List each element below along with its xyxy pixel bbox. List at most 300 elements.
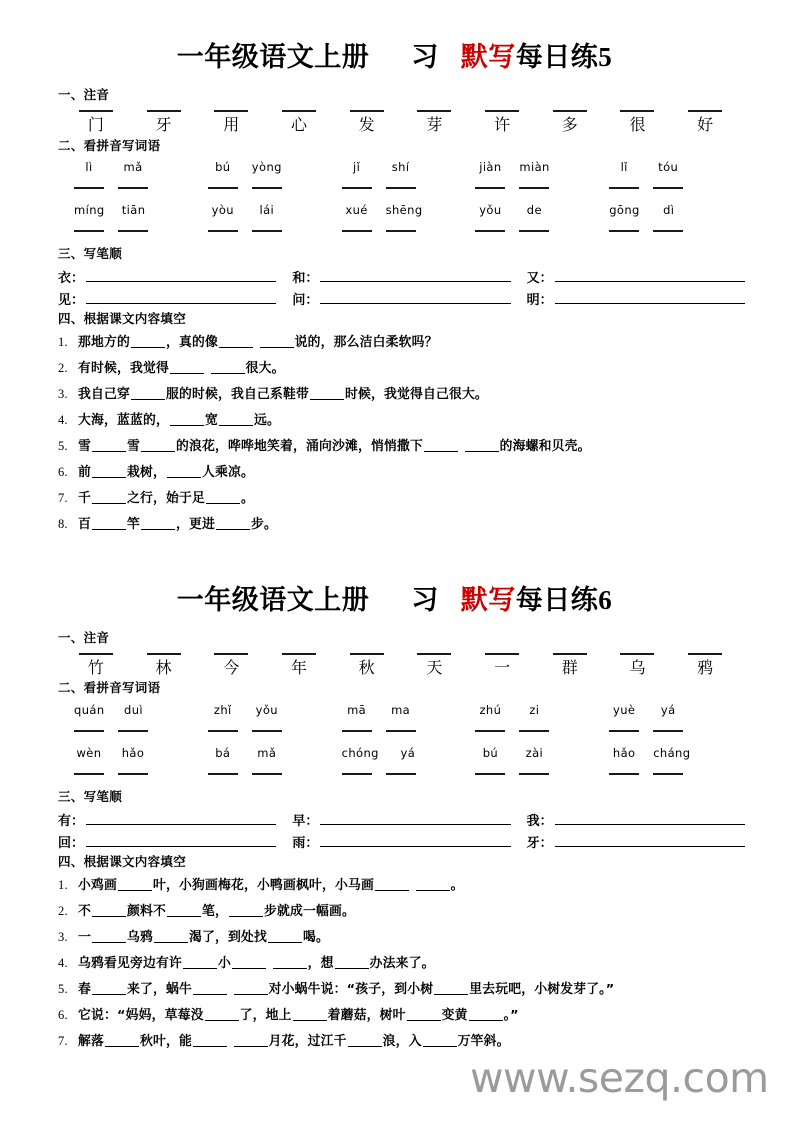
answer-blank[interactable]: [252, 230, 282, 232]
pinyin-write-line[interactable]: [350, 653, 384, 655]
item-number: 2.: [58, 903, 68, 918]
stroke-answer-line[interactable]: [320, 281, 510, 282]
answer-blank[interactable]: [386, 730, 416, 732]
answer-blank[interactable]: [252, 187, 282, 189]
answer-blank[interactable]: [653, 773, 683, 775]
answer-blank[interactable]: [105, 1034, 139, 1047]
stroke-char-label: 早：: [292, 814, 319, 830]
answer-blank[interactable]: [219, 335, 253, 348]
answer-blank[interactable]: [167, 465, 201, 478]
fill-blank-item: [58, 486, 745, 512]
answer-blank[interactable]: [609, 730, 639, 732]
answer-blank[interactable]: [170, 361, 204, 374]
text-fragment: 说的，那么洁白柔软吗？: [294, 335, 438, 351]
title-xi: 习: [411, 42, 439, 73]
answer-blank[interactable]: [424, 439, 458, 452]
zhuyin-cell[interactable]: [468, 110, 536, 134]
zhuyin-cell[interactable]: [604, 110, 672, 134]
stroke-order-item[interactable]: [527, 810, 745, 829]
text-fragment: 小鸡画: [78, 877, 117, 893]
pinyin-write-line[interactable]: [620, 653, 654, 655]
zhuyin-cell[interactable]: [62, 110, 130, 134]
answer-blank-group: [202, 187, 336, 189]
answer-blank[interactable]: [141, 439, 175, 452]
item-number: 7.: [58, 490, 68, 505]
pinyin-syllable: míng: [74, 203, 105, 218]
answer-blank[interactable]: [260, 335, 294, 348]
answer-blank-group: [603, 230, 737, 232]
fill-blank-item: [58, 356, 745, 382]
fill-blank-item: [58, 434, 745, 460]
answer-blank[interactable]: [268, 930, 302, 943]
pinyin-syllable: yòng: [251, 160, 282, 175]
zhuyin-cell[interactable]: [536, 110, 604, 134]
stroke-order-item[interactable]: [292, 832, 526, 851]
pinyin-write-line[interactable]: [147, 110, 181, 112]
answer-blank[interactable]: [416, 878, 450, 891]
item-text: [78, 926, 745, 951]
answer-blank[interactable]: [74, 187, 104, 189]
pinyin-group: [336, 746, 470, 760]
zhuyin-cell[interactable]: [401, 653, 469, 677]
item-number: 2.: [58, 361, 68, 376]
text-fragment: ，想: [307, 955, 334, 971]
answer-blank[interactable]: [407, 1008, 441, 1021]
answer-blank[interactable]: [141, 517, 175, 530]
zhuyin-char: 好: [697, 114, 714, 134]
item-number: 1.: [58, 335, 68, 350]
answer-blank[interactable]: [609, 187, 639, 189]
pinyin-write-line[interactable]: [214, 110, 248, 112]
pinyin-syllable: yá: [660, 703, 676, 718]
answer-blank[interactable]: [293, 1008, 327, 1021]
item-text: [78, 900, 745, 925]
pinyin-write-line[interactable]: [282, 110, 316, 112]
answer-blank-row: [58, 230, 745, 232]
answer-blank-row: [58, 187, 745, 189]
text-fragment: 一: [78, 929, 91, 945]
stroke-char-label: 回：: [58, 836, 85, 852]
answer-blank[interactable]: [92, 439, 126, 452]
pinyin-row: [58, 746, 745, 760]
answer-blank[interactable]: [335, 956, 369, 969]
answer-blank-group: [469, 773, 603, 775]
pinyin-write-line[interactable]: [553, 110, 587, 112]
answer-blank-group: [603, 730, 737, 732]
stroke-order-item[interactable]: [292, 810, 526, 829]
item-number: 1.: [58, 877, 68, 892]
zhuyin-char: 许: [494, 114, 511, 134]
stroke-order-item[interactable]: [58, 810, 292, 829]
answer-blank[interactable]: [92, 904, 126, 917]
answer-blank[interactable]: [386, 230, 416, 232]
pinyin-syllable: zhú: [479, 703, 502, 718]
answer-blank[interactable]: [465, 439, 499, 452]
zhuyin-cell[interactable]: [130, 110, 198, 134]
item-number: 5.: [58, 981, 68, 996]
stroke-order-row: [58, 267, 745, 286]
stroke-answer-line[interactable]: [555, 824, 745, 825]
answer-blank[interactable]: [310, 387, 344, 400]
fill-blank-item: [58, 925, 745, 951]
fill-blank-item: [58, 1003, 745, 1029]
stroke-answer-line[interactable]: [86, 824, 276, 825]
stroke-order-item[interactable]: [527, 832, 745, 851]
answer-blank-group: [603, 773, 737, 775]
text-fragment: 万竿斜。: [457, 1033, 510, 1049]
pinyin-group: [603, 703, 737, 717]
stroke-answer-line[interactable]: [555, 846, 745, 847]
answer-blank[interactable]: [208, 730, 238, 732]
answer-blank[interactable]: [653, 187, 683, 189]
stroke-answer-line[interactable]: [320, 303, 510, 304]
answer-blank[interactable]: [519, 773, 549, 775]
pinyin-syllable: zhǐ: [213, 703, 232, 718]
pinyin-syllable: yǒu: [255, 703, 278, 718]
text-fragment: 笔，: [202, 903, 228, 919]
pinyin-syllable: yá: [400, 746, 416, 761]
answer-blank[interactable]: [653, 230, 683, 232]
text-fragment: 前: [78, 464, 91, 480]
text-fragment: 步。: [251, 516, 277, 532]
text-fragment: 解落: [78, 1033, 104, 1049]
title-red-word: 默写: [460, 42, 516, 73]
answer-blank-group: [68, 187, 202, 189]
answer-blank[interactable]: [154, 930, 188, 943]
item-text: [78, 513, 745, 538]
answer-blank[interactable]: [206, 491, 240, 504]
answer-blank[interactable]: [469, 1008, 503, 1021]
pinyin-write-line[interactable]: [688, 653, 722, 655]
worksheet: [0, 538, 800, 1055]
answer-blank[interactable]: [342, 187, 372, 189]
item-text: [78, 435, 745, 460]
worksheet: [0, 0, 800, 538]
text-fragment: 叶，小狗画梅花，小鸭画枫叶，小马画: [153, 877, 374, 893]
stroke-answer-line[interactable]: [320, 824, 510, 825]
zhuyin-cell[interactable]: [671, 110, 739, 134]
pinyin-write-line[interactable]: [553, 653, 587, 655]
text-fragment: 宽: [204, 413, 218, 428]
answer-blank-row: [58, 730, 745, 732]
zhuyin-char: 林: [155, 657, 172, 677]
pinyin-group: [469, 160, 603, 174]
zhuyin-char: 群: [561, 657, 578, 677]
text-fragment: 大海，蓝蓝的，: [78, 413, 169, 428]
answer-blank[interactable]: [167, 904, 201, 917]
pinyin-write-line[interactable]: [79, 110, 113, 112]
zhuyin-char: 鸦: [697, 657, 714, 677]
answer-blank[interactable]: [74, 773, 104, 775]
zhuyin-cell[interactable]: [130, 653, 198, 677]
answer-blank-group: [68, 730, 202, 732]
pinyin-write-line[interactable]: [350, 110, 384, 112]
answer-blank[interactable]: [74, 230, 104, 232]
stroke-order-item[interactable]: [292, 289, 526, 308]
answer-blank[interactable]: [519, 187, 549, 189]
zhuyin-char: 牙: [155, 114, 172, 134]
pinyin-write-line[interactable]: [147, 653, 181, 655]
item-number: 3.: [58, 929, 68, 944]
answer-blank[interactable]: [183, 956, 217, 969]
zhuyin-cell[interactable]: [401, 110, 469, 134]
answer-blank[interactable]: [273, 956, 307, 969]
text-fragment: 颜料不: [127, 903, 166, 919]
answer-blank[interactable]: [170, 413, 204, 426]
section-heading: 一、注音: [58, 87, 110, 103]
stroke-order-item[interactable]: [58, 267, 292, 286]
answer-blank[interactable]: [342, 730, 372, 732]
answer-blank-group: [336, 230, 470, 232]
pinyin-write-line[interactable]: [79, 653, 113, 655]
text-fragment: 栽树，: [127, 464, 166, 480]
pinyin-group: [202, 203, 336, 217]
stroke-answer-line[interactable]: [86, 303, 276, 304]
zhuyin-cell[interactable]: [333, 653, 401, 677]
title-number: 5: [598, 42, 613, 72]
text-fragment: 那地方的: [78, 335, 130, 351]
answer-blank[interactable]: [118, 730, 148, 732]
text-fragment: 。: [450, 877, 464, 893]
pinyin-group: [68, 160, 202, 174]
answer-blank[interactable]: [205, 1008, 239, 1021]
zhuyin-char: 心: [290, 114, 307, 134]
zhuyin-cell[interactable]: [62, 653, 130, 677]
answer-blank[interactable]: [252, 773, 282, 775]
answer-blank[interactable]: [193, 982, 227, 995]
pinyin-syllable: tóu: [658, 160, 679, 175]
pinyin-group: [336, 203, 470, 217]
zhuyin-cell[interactable]: [197, 653, 265, 677]
answer-blank[interactable]: [609, 773, 639, 775]
pinyin-syllable: quán: [74, 703, 105, 718]
pinyin-syllable: zi: [529, 703, 540, 718]
zhuyin-cell[interactable]: [333, 110, 401, 134]
answer-blank-group: [202, 730, 336, 732]
item-text: [78, 331, 745, 356]
title-number: 6: [598, 584, 613, 615]
pinyin-block: [58, 703, 745, 775]
text-fragment: 秋叶，能: [140, 1033, 192, 1049]
pinyin-row: [58, 160, 745, 174]
pinyin-syllable: ma: [391, 703, 411, 718]
pinyin-write-line[interactable]: [485, 653, 519, 655]
stroke-char-label: 又：: [526, 271, 553, 287]
answer-blank[interactable]: [375, 878, 409, 891]
answer-blank[interactable]: [118, 773, 148, 775]
stroke-answer-line[interactable]: [555, 281, 745, 282]
stroke-order-item[interactable]: [527, 267, 745, 286]
pinyin-syllable: tiān: [121, 203, 146, 218]
stroke-answer-line[interactable]: [320, 846, 510, 847]
pinyin-syllable: wèn: [76, 746, 102, 761]
text-fragment: 来了，蜗牛: [127, 981, 192, 997]
pinyin-syllable: yòu: [211, 203, 234, 218]
zhuyin-cell[interactable]: [265, 653, 333, 677]
item-number: 8.: [58, 516, 68, 531]
answer-blank[interactable]: [92, 517, 126, 530]
pinyin-syllable: chóng: [341, 746, 379, 761]
zhuyin-char: 很: [629, 114, 646, 134]
stroke-answer-line[interactable]: [555, 303, 745, 304]
text-fragment: 人乘凉。: [202, 464, 254, 480]
text-fragment: 时候，我觉得自己很大。: [344, 387, 488, 403]
zhuyin-char: 竹: [87, 657, 104, 677]
watermark: www.sezq.com: [470, 1054, 769, 1102]
pinyin-write-line[interactable]: [620, 110, 654, 112]
item-text: [78, 409, 745, 434]
stroke-order-item[interactable]: [58, 832, 292, 851]
pinyin-write-line[interactable]: [417, 653, 451, 655]
fill-blank-item: [58, 382, 745, 408]
answer-blank[interactable]: [229, 904, 263, 917]
answer-blank-group: [68, 773, 202, 775]
answer-blank[interactable]: [193, 1034, 227, 1047]
answer-blank[interactable]: [475, 187, 505, 189]
pinyin-group: [603, 160, 737, 174]
answer-blank[interactable]: [252, 730, 282, 732]
item-text: [78, 978, 745, 1003]
stroke-answer-line[interactable]: [86, 281, 276, 282]
answer-blank[interactable]: [208, 230, 238, 232]
answer-blank[interactable]: [208, 187, 238, 189]
pinyin-write-line[interactable]: [282, 653, 316, 655]
pinyin-syllable: duì: [124, 703, 144, 718]
text-fragment: 服的时候，我自己系鞋带: [166, 387, 309, 403]
answer-blank[interactable]: [342, 773, 372, 775]
pinyin-syllable: bú: [482, 746, 499, 761]
pinyin-syllable: yuè: [613, 703, 636, 718]
text-fragment: ，更进: [176, 516, 215, 532]
pinyin-write-line[interactable]: [214, 653, 248, 655]
pinyin-group: [68, 203, 202, 217]
answer-blank[interactable]: [211, 361, 245, 374]
answer-blank[interactable]: [118, 878, 152, 891]
answer-blank[interactable]: [234, 982, 268, 995]
zhuyin-cell[interactable]: [536, 653, 604, 677]
answer-blank[interactable]: [519, 730, 549, 732]
answer-blank[interactable]: [348, 1034, 382, 1047]
title-grade-subject: 一年级语文上册: [176, 584, 370, 616]
answer-blank[interactable]: [92, 491, 126, 504]
section-heading: 四、根据课文内容填空: [58, 311, 187, 327]
fill-blank-item: [58, 899, 745, 925]
answer-blank[interactable]: [423, 1034, 457, 1047]
zhuyin-cell[interactable]: [265, 110, 333, 134]
pinyin-syllable: hǎo: [612, 746, 636, 761]
pinyin-group: [336, 160, 470, 174]
answer-blank[interactable]: [92, 465, 126, 478]
zhuyin-char: 一: [494, 657, 511, 677]
pinyin-group: [469, 703, 603, 717]
zhuyin-char: 乌: [629, 657, 646, 677]
zhuyin-char: 今: [223, 657, 240, 677]
answer-blank-group: [336, 187, 470, 189]
stroke-order-grid: [58, 267, 745, 308]
stroke-order-item[interactable]: [58, 289, 292, 308]
stroke-order-item[interactable]: [527, 289, 745, 308]
zhuyin-char: 多: [561, 114, 578, 134]
answer-blank[interactable]: [118, 187, 148, 189]
answer-blank[interactable]: [131, 335, 165, 348]
pinyin-row: [58, 703, 745, 717]
answer-blank[interactable]: [519, 230, 549, 232]
zhuyin-cell[interactable]: [197, 110, 265, 134]
stroke-order-row: [58, 810, 745, 829]
stroke-char-label: 问：: [292, 293, 319, 309]
pinyin-group: [202, 160, 336, 174]
zhuyin-cell[interactable]: [671, 653, 739, 677]
answer-blank[interactable]: [234, 1034, 268, 1047]
answer-blank[interactable]: [74, 730, 104, 732]
worksheet-title: [58, 585, 745, 616]
answer-blank[interactable]: [475, 773, 505, 775]
text-fragment: 步就成一幅画。: [264, 903, 355, 919]
zhuyin-cell[interactable]: [468, 653, 536, 677]
answer-blank[interactable]: [475, 730, 505, 732]
answer-blank[interactable]: [92, 930, 126, 943]
title-xi: 习: [411, 584, 439, 616]
text-fragment: ，真的像: [166, 335, 218, 351]
answer-blank[interactable]: [386, 187, 416, 189]
answer-blank[interactable]: [216, 517, 250, 530]
text-fragment: 乌鸦: [127, 929, 153, 945]
pinyin-syllable: gōng: [609, 203, 640, 218]
pinyin-write-line[interactable]: [485, 110, 519, 112]
section-heading: 二、看拼音写词语: [58, 680, 161, 696]
item-text: [78, 357, 745, 382]
stroke-answer-line[interactable]: [86, 846, 276, 847]
stroke-char-label: 我：: [526, 814, 553, 830]
answer-blank-group: [68, 230, 202, 232]
answer-blank[interactable]: [208, 773, 238, 775]
answer-blank[interactable]: [118, 230, 148, 232]
fill-blank-list: [58, 873, 745, 1055]
fill-blank-item: [58, 951, 745, 977]
item-text: [78, 1004, 745, 1029]
text-fragment: 不: [78, 903, 91, 919]
stroke-order-item[interactable]: [292, 267, 526, 286]
answer-blank[interactable]: [609, 230, 639, 232]
answer-blank[interactable]: [342, 230, 372, 232]
text-fragment: 办法来了。: [369, 955, 435, 971]
answer-blank[interactable]: [219, 413, 253, 426]
pinyin-syllable: zài: [525, 746, 544, 761]
answer-blank[interactable]: [386, 773, 416, 775]
section-heading: 二、看拼音写词语: [58, 137, 161, 153]
pinyin-write-line[interactable]: [688, 110, 722, 112]
answer-blank[interactable]: [232, 956, 266, 969]
pinyin-write-line[interactable]: [417, 110, 451, 112]
zhuyin-char: 门: [87, 114, 104, 134]
title-red-word: 默写: [460, 584, 516, 616]
zhuyin-cell[interactable]: [604, 653, 672, 677]
title-grade-subject: 一年级语文上册: [176, 42, 370, 73]
answer-blank[interactable]: [653, 730, 683, 732]
item-text: [78, 461, 745, 486]
pinyin-block: [58, 160, 745, 232]
item-number: 4.: [58, 955, 68, 970]
text-fragment: 它说：“妈妈，草莓没: [78, 1007, 204, 1023]
answer-blank[interactable]: [475, 230, 505, 232]
text-fragment: 月花，过江千: [268, 1033, 347, 1049]
answer-blank[interactable]: [131, 387, 165, 400]
answer-blank[interactable]: [434, 982, 468, 995]
pinyin-syllable: miàn: [519, 160, 550, 175]
answer-blank[interactable]: [92, 982, 126, 995]
pinyin-syllable: mā: [347, 703, 367, 718]
pinyin-syllable: lái: [259, 203, 275, 218]
